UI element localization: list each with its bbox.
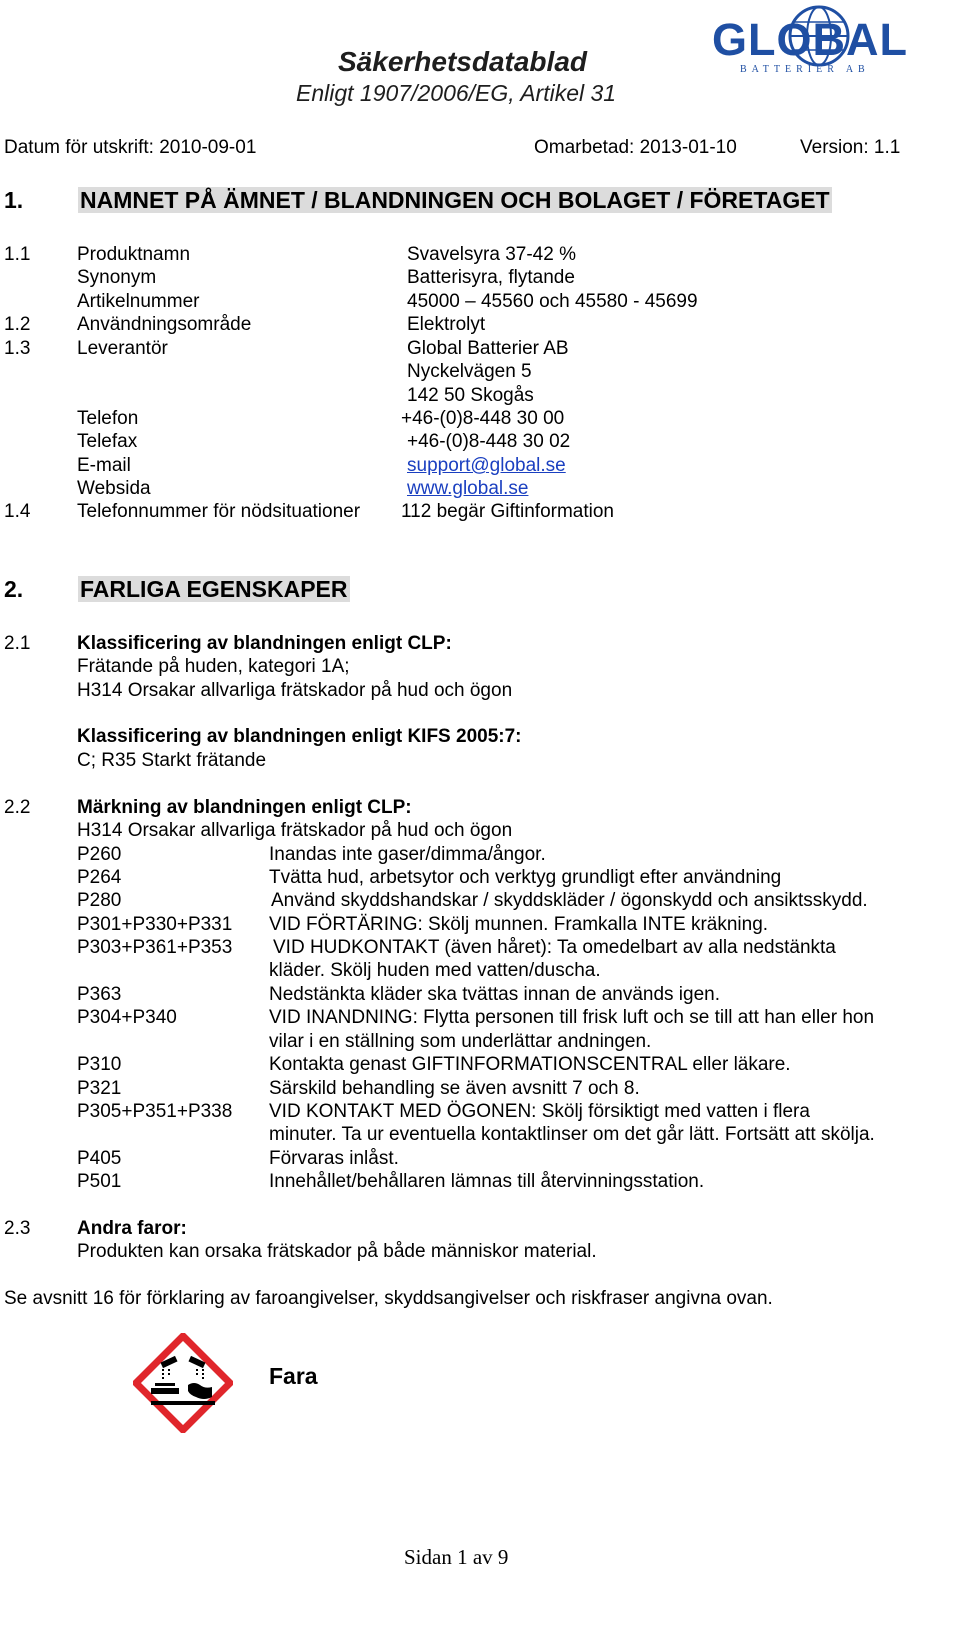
- website-link[interactable]: www.global.se: [407, 478, 529, 499]
- row-label: Synonym: [77, 267, 157, 288]
- statement-text: Använd skyddshandskar / skyddskläder / ögonskydd och ansiktsskydd.: [271, 890, 868, 911]
- section-2-number: 2.: [4, 576, 24, 602]
- statement-text: Tvätta hud, arbetsytor och verktyg grundligt efter användning: [269, 867, 782, 888]
- row-label: Leverantör: [77, 338, 168, 359]
- document-title: Säkerhetsdatablad: [338, 46, 587, 77]
- statement-text: minuter. Ta ur eventuella kontaktlinser om det går lätt. Fortsätt att skölja.: [269, 1124, 875, 1145]
- document-subtitle: Enligt 1907/2006/EG, Artikel 31: [296, 80, 617, 106]
- section-1-heading-text: NAMNET PÅ ÄMNET / BLANDNINGEN OCH BOLAGET / FÖRETAGET: [80, 187, 830, 213]
- subsection-heading: Märkning av blandningen enligt CLP:: [77, 797, 412, 818]
- row-label: Artikelnummer: [77, 291, 200, 312]
- statement-text: VID KONTAKT MED ÖGONEN: Skölj försiktigt med vatten i flera: [269, 1101, 810, 1122]
- statement-text: VID HUDKONTAKT (även håret): Ta omedelbart av alla nedstänkta: [273, 937, 836, 958]
- logo-wordmark: GLOBAL: [712, 14, 908, 65]
- statement-code: P303+P361+P353: [77, 937, 233, 958]
- subsection-number: 2.3: [4, 1218, 31, 1239]
- section-1-number: 1.: [4, 187, 24, 213]
- statement-code: P264: [77, 867, 122, 888]
- statement-code: P501: [77, 1171, 122, 1192]
- page-number: Sidan 1 av 9: [404, 1545, 509, 1569]
- subsection-heading: Andra faror:: [77, 1218, 187, 1239]
- row-number: 1.3: [4, 338, 31, 359]
- global-logo: [710, 4, 925, 76]
- row-label: Telefonnummer för nödsituationer: [77, 501, 361, 522]
- statement-text: kläder. Skölj huden med vatten/duscha.: [269, 960, 601, 981]
- row-label: Användningsområde: [77, 314, 252, 335]
- row-value: Svavelsyra 37-42 %: [407, 244, 576, 265]
- row-number: 1.1: [4, 244, 31, 265]
- email-link[interactable]: support@global.se: [407, 455, 566, 476]
- statement-text: Särskild behandling se även avsnitt 7 och 8.: [269, 1078, 640, 1099]
- statement-code: P405: [77, 1148, 122, 1169]
- legend-note: Se avsnitt 16 för förklaring av faroangivelser, skyddsangivelser och riskfraser angivna ovan.: [4, 1288, 773, 1309]
- row-number: 1.2: [4, 314, 31, 335]
- row-value: Nyckelvägen 5: [407, 361, 532, 382]
- subsection-heading: Klassificering av blandningen enligt KIFS 2005:7:: [77, 726, 522, 747]
- statement-code: P321: [77, 1078, 122, 1099]
- row-number: 1.4: [4, 501, 31, 522]
- statement-code: P260: [77, 844, 122, 865]
- revised-date: Omarbetad: 2013-01-10: [534, 137, 737, 158]
- signal-word: Fara: [269, 1363, 318, 1389]
- statement-text: Nedstänkta kläder ska tvättas innan de används igen.: [269, 984, 721, 1005]
- section-1-heading: [78, 186, 832, 214]
- statement-text: VID FÖRTÄRING: Skölj munnen. Framkalla INTE kräkning.: [269, 914, 769, 935]
- statement-text: vilar i en ställning som underlättar andningen.: [269, 1031, 652, 1052]
- statement-text: Förvaras inlåst.: [269, 1148, 399, 1169]
- statement-code: P301+P330+P331: [77, 914, 233, 935]
- section-2-heading: [78, 575, 350, 603]
- text-line: Produkten kan orsaka frätskador på både människor material.: [77, 1241, 597, 1262]
- row-label: Websida: [77, 478, 151, 499]
- row-value: 45000 – 45560 och 45580 - 45699: [407, 291, 698, 312]
- statement-text: VID INANDNING: Flytta personen till frisk luft och se till att han eller hon: [269, 1007, 875, 1028]
- text-line: H314 Orsakar allvarliga frätskador på hud och ögon: [77, 680, 513, 701]
- row-value: Elektrolyt: [407, 314, 486, 335]
- statement-code: P305+P351+P338: [77, 1101, 233, 1122]
- subsection-heading: Klassificering av blandningen enligt CLP:: [77, 633, 452, 654]
- row-value: 112 begär Giftinformation: [401, 501, 614, 522]
- version: Version: 1.1: [800, 137, 901, 158]
- row-label: E-mail: [77, 455, 131, 476]
- row-value: Global Batterier AB: [407, 338, 569, 359]
- statement-code: P304+P340: [77, 1007, 177, 1028]
- text-line: Frätande på huden, kategori 1A;: [77, 656, 350, 677]
- text-line: H314 Orsakar allvarliga frätskador på hud och ögon: [77, 820, 513, 841]
- ghs05-corrosion-icon: [133, 1333, 233, 1433]
- statement-code: P310: [77, 1054, 122, 1075]
- statement-text: Inandas inte gaser/dimma/ångor.: [269, 844, 546, 865]
- text-line: C; R35 Starkt frätande: [77, 750, 267, 771]
- statement-text: Innehållet/behållaren lämnas till återvinningsstation.: [269, 1171, 705, 1192]
- statement-code: P363: [77, 984, 122, 1005]
- section-2-heading-text: FARLIGA EGENSKAPER: [80, 576, 348, 602]
- row-value: +46-(0)8-448 30 02: [407, 431, 571, 452]
- row-label: Produktnamn: [77, 244, 191, 265]
- subsection-number: 2.2: [4, 797, 31, 818]
- row-value: Batterisyra, flytande: [407, 267, 575, 288]
- row-value: 142 50 Skogås: [407, 385, 534, 406]
- subsection-number: 2.1: [4, 633, 31, 654]
- row-label: Telefax: [77, 431, 138, 452]
- print-date: Datum för utskrift: 2010-09-01: [4, 137, 257, 158]
- row-value: +46-(0)8-448 30 00: [401, 408, 565, 429]
- statement-code: P280: [77, 890, 122, 911]
- row-label: Telefon: [77, 408, 139, 429]
- logo-tagline: BATTERIER AB: [740, 64, 870, 75]
- statement-text: Kontakta genast GIFTINFORMATIONSCENTRAL eller läkare.: [269, 1054, 791, 1075]
